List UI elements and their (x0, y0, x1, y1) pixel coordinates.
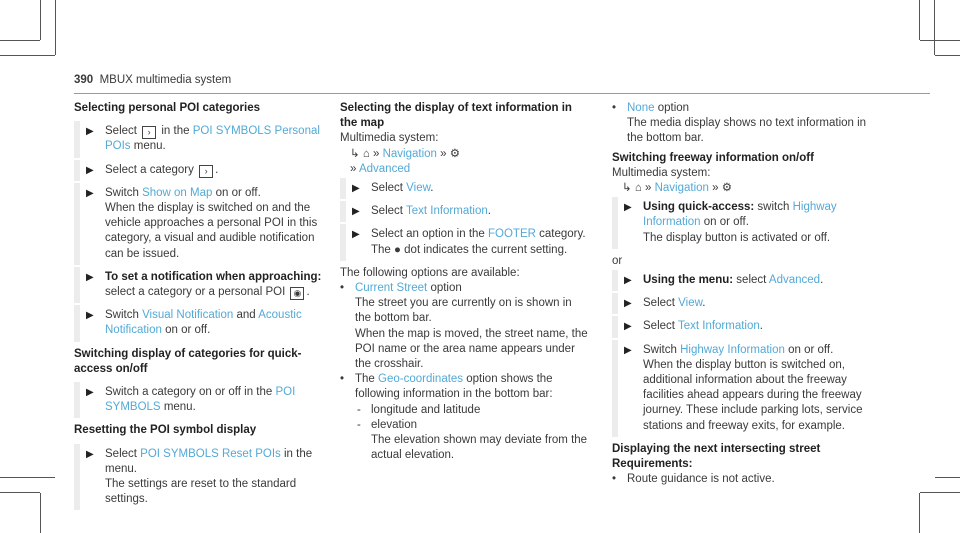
system-label: Multimedia system: (612, 166, 711, 179)
arrow-icon: ▶ (86, 387, 94, 399)
crop-mark (935, 477, 960, 478)
menu-link[interactable]: Navigation (654, 182, 709, 195)
double-chevron-icon: » (440, 147, 447, 160)
gear-icon: ⚙ (449, 147, 461, 160)
step: ▶ Select › in the POI SYMBOLS Personal POIs menu. (74, 124, 324, 154)
step: ▶ Select a category › . (74, 163, 324, 178)
chevron-right-icon: › (142, 126, 156, 139)
step: ▶ Using quick-access: switch Highway Information on or off. The display button is activated or off. (612, 200, 882, 246)
arrow-icon: ▶ (86, 448, 94, 460)
page-title: MBUX multimedia system (99, 74, 232, 86)
crop-mark (934, 0, 935, 55)
step: ▶ Switch Highway Information on or off. When the display button is switched on, additional information about the freeway facilities ahead appears during the freeway journey. These include parking lots, service stations and freeway exits, for example. (612, 343, 882, 434)
requirements-label: Requirements: (612, 458, 693, 471)
section-heading: Selecting the display of text information in the map (340, 102, 572, 130)
arrow-icon: ▶ (624, 344, 632, 356)
crop-mark (40, 0, 41, 40)
double-chevron-icon: » (373, 147, 380, 160)
path-arrow-icon: ↳ (350, 147, 360, 160)
page-number: 390 (74, 74, 94, 86)
menu-link[interactable]: Text Information (677, 320, 760, 333)
bullet-icon: • (340, 373, 345, 386)
list-item: • Route guidance is not active. (612, 472, 882, 487)
column-middle (340, 101, 590, 463)
crop-mark (40, 493, 41, 533)
crop-mark (0, 55, 55, 56)
crop-mark (55, 0, 56, 55)
step: ▶ Select POI SYMBOLS Reset POIs in the menu. The settings are reset to the standard settings. (74, 447, 324, 508)
arrow-icon: ▶ (352, 229, 360, 241)
list-item: • None option The media display shows no text information in the bottom bar. (612, 102, 867, 145)
poi-pin-icon: ◉ (290, 287, 304, 300)
section-heading: Displaying the next intersecting street (612, 442, 821, 455)
menu-link[interactable]: Highway Information (643, 201, 837, 229)
crop-mark (935, 55, 960, 56)
double-chevron-icon: » (712, 182, 719, 195)
menu-link[interactable]: POI SYMBOLS Personal POIs (105, 125, 320, 153)
step: ▶ Select an option in the FOOTER category. The ● dot indicates the current setting. (340, 227, 590, 257)
menu-path (340, 147, 590, 177)
crop-mark (0, 492, 40, 493)
list-item: • The Geo-coordinates option shows the following information in the bottom bar: - longitude and latitude - elevation The elevation shown may deviate from the actual elevation. (340, 372, 590, 463)
section-heading: Resetting the POI symbol display (74, 424, 257, 437)
system-label: Multimedia system: (340, 132, 439, 145)
menu-link[interactable]: None (627, 102, 655, 114)
menu-link[interactable]: Navigation (382, 147, 437, 160)
crop-mark (920, 40, 960, 41)
arrow-icon: ▶ (624, 275, 632, 287)
column-right (612, 101, 882, 487)
menu-link[interactable]: Show on Map (142, 186, 213, 199)
arrow-icon: ▶ (86, 187, 94, 199)
bullet-icon: • (340, 282, 345, 295)
crop-mark (0, 40, 40, 41)
menu-path (612, 181, 882, 196)
page-header (74, 74, 231, 86)
step: ▶ To set a notification when approaching: select a category or a personal POI ◉ . (74, 270, 324, 300)
menu-link[interactable]: Current Street (355, 282, 428, 295)
sub-item: - elevation The elevation shown may deviate from the actual elevation. (357, 418, 588, 462)
arrow-icon: ▶ (86, 310, 94, 322)
menu-link[interactable]: POI SYMBOLS (105, 386, 296, 414)
home-icon: ⌂ (362, 147, 370, 160)
section-heading: Switching display of categories for quick-access on/off (74, 347, 302, 375)
dash-icon: - (357, 418, 361, 431)
menu-link[interactable]: Text Information (405, 205, 488, 218)
menu-link[interactable]: Visual Notification (142, 309, 234, 322)
menu-link[interactable]: Highway Information (680, 343, 785, 356)
menu-link[interactable]: Geo-coordinates (378, 373, 464, 386)
menu-link[interactable]: View (406, 182, 431, 195)
paragraph: The following options are available: (340, 266, 520, 279)
home-icon: ⌂ (634, 182, 642, 195)
arrow-icon: ▶ (86, 271, 94, 283)
step: ▶ Switch Show on Map on or off. When the display is switched on and the vehicle approaches a personal POI in this category, a visual and audible notification can be issued. (74, 186, 324, 262)
section-heading: Switching freeway information on/off (612, 151, 814, 164)
step: ▶ Select Text Information. (612, 319, 882, 334)
gear-icon: ⚙ (721, 182, 733, 195)
bullet-icon: • (612, 102, 617, 114)
double-chevron-icon: » (350, 162, 357, 175)
crop-mark (919, 0, 920, 40)
menu-link[interactable]: Acoustic Notification (105, 309, 302, 337)
sub-item: - longitude and latitude (355, 403, 590, 418)
arrow-icon: ▶ (624, 321, 632, 333)
column-left (74, 101, 324, 515)
crop-mark (0, 477, 55, 478)
menu-link[interactable]: POI SYMBOLS Reset POIs (140, 447, 281, 460)
arrow-icon: ▶ (86, 164, 94, 176)
arrow-icon: ▶ (624, 298, 632, 310)
step: ▶ Select View. (612, 296, 882, 311)
crop-mark (920, 492, 960, 493)
crop-mark (919, 493, 920, 533)
path-arrow-icon: ↳ (622, 182, 632, 195)
or-label: or (612, 254, 623, 267)
step: ▶ Select View. (340, 181, 590, 196)
arrow-icon: ▶ (86, 126, 94, 138)
arrow-icon: ▶ (624, 202, 632, 214)
step: ▶ Switch a category on or off in the POI SYMBOLS menu. (74, 385, 324, 415)
header-rule (74, 93, 930, 94)
arrow-icon: ▶ (352, 183, 360, 195)
step: ▶ Switch Visual Notification and Acoustic Notification on or off. (74, 308, 324, 338)
chevron-right-icon: › (199, 165, 213, 178)
bullet-icon: • (612, 473, 617, 486)
list-item: • Current Street option The street you are currently on is shown in the bottom bar. When the map is moved, the street name, the POI name or the area name appears under the crosshair. (340, 282, 588, 371)
arrow-icon: ▶ (352, 206, 360, 218)
menu-link[interactable]: View (678, 297, 703, 310)
menu-link[interactable]: Advanced (358, 162, 411, 175)
menu-link[interactable]: FOOTER (488, 228, 536, 241)
double-chevron-icon: » (645, 182, 652, 195)
step: ▶ Select Text Information. (340, 204, 590, 219)
step: ▶ Using the menu: select Advanced. (612, 273, 882, 288)
section-heading: Selecting personal POI categories (74, 102, 260, 114)
dash-icon: - (357, 403, 361, 416)
menu-link[interactable]: Advanced (768, 274, 821, 287)
